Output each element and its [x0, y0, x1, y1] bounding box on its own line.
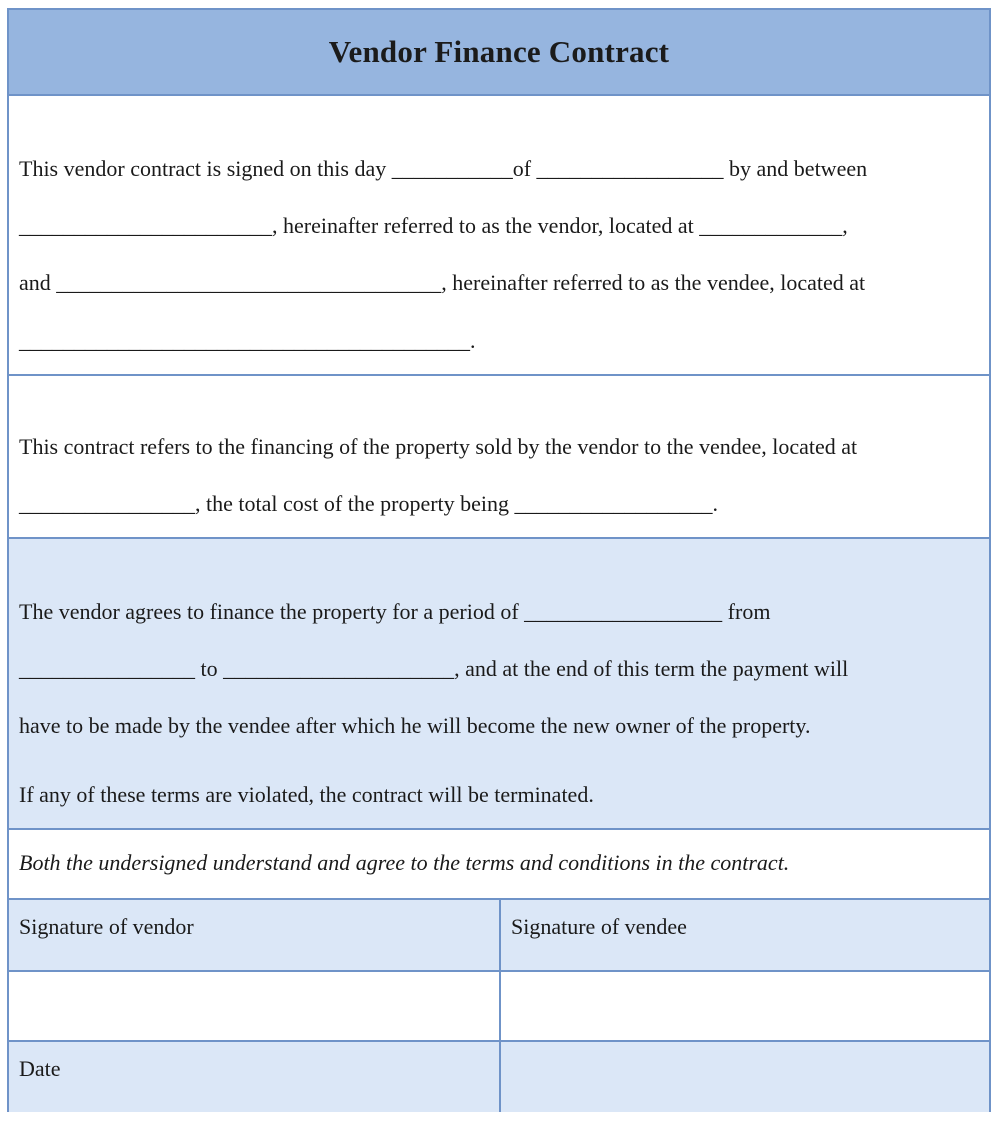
vendee-signature-field[interactable]	[501, 972, 989, 1040]
agreement-statement: Both the undersigned understand and agree to the terms and conditions in the contract.	[19, 850, 790, 875]
parties-line-3: and ___________________________________, hereinafter referred to as the vendee, located at	[19, 270, 866, 295]
date-label: Date	[19, 1056, 61, 1081]
date-field[interactable]	[501, 1042, 989, 1112]
vendor-signature-label: Signature of vendor	[19, 914, 194, 939]
title-band	[9, 10, 989, 96]
terms-line-4: If any of these terms are violated, the contract will be terminated.	[19, 782, 594, 807]
parties-section	[9, 96, 989, 376]
terms-line-1: The vendor agrees to finance the property for a period of __________________ from	[19, 599, 771, 624]
vendor-signature-label-cell	[9, 900, 499, 970]
parties-line-4: _________________________________________.	[19, 328, 476, 353]
property-section	[9, 376, 989, 539]
terms-section	[9, 539, 989, 830]
date-label-cell	[9, 1042, 499, 1112]
terms-line-3: have to be made by the vendee after which he will become the new owner of the property.	[19, 713, 811, 738]
vendee-signature-label-cell	[501, 900, 989, 970]
signature-table	[9, 900, 989, 1112]
vendee-signature-label: Signature of vendee	[511, 914, 687, 939]
parties-line-2: _______________________, hereinafter referred to as the vendor, located at _____________,	[19, 213, 848, 238]
contract-form	[7, 8, 991, 1112]
agreement-section	[9, 830, 989, 900]
terms-line-2: ________________ to _____________________, and at the end of this term the payment will	[19, 656, 849, 681]
property-line-1: This contract refers to the financing of the property sold by the vendor to the vendee, located at	[19, 434, 858, 459]
table-column-divider	[499, 900, 501, 1112]
property-line-2: ________________, the total cost of the property being __________________.	[19, 491, 719, 516]
parties-line-1: This vendor contract is signed on this day ___________of _________________ by and between	[19, 156, 868, 181]
page-title: Vendor Finance Contract	[328, 34, 670, 69]
vendor-signature-field[interactable]	[9, 972, 499, 1040]
